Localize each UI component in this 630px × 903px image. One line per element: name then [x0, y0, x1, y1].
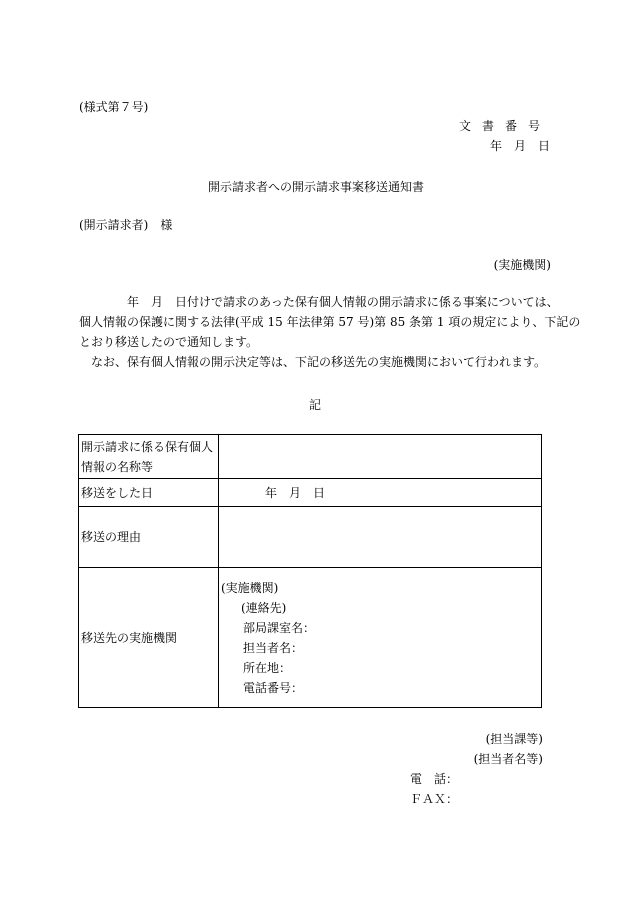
body-line-3: とおり移送したので通知します。 — [79, 335, 259, 349]
row2-label: 移送をした日 — [79, 479, 219, 507]
sender-label: (実施機関) — [493, 258, 551, 272]
body-line-1: 年 月 日付けで請求のあった保有個人情報の開示請求に係る事案については、 — [79, 295, 559, 309]
date-line: 年 月 日 — [489, 139, 550, 153]
contact-tel: 電 話： — [410, 772, 459, 786]
row4-label: 移送先の実施機関 — [79, 568, 219, 708]
table-row — [79, 507, 542, 568]
contact-fax: ＦＡＸ： — [410, 792, 459, 806]
row3-label: 移送の理由 — [79, 507, 219, 568]
form-number: (様式第７号) — [79, 100, 149, 114]
transfer-details-table — [78, 434, 542, 708]
table-row — [79, 568, 542, 708]
document-number-label: 文書番号 — [458, 119, 551, 133]
dest-department-line: 部局課室名： — [243, 620, 316, 635]
dest-address-line: 所在地： — [243, 660, 292, 675]
table-value-cell — [219, 507, 542, 568]
dest-contact-line: (連絡先) — [241, 600, 287, 615]
table-row — [79, 435, 542, 479]
dest-agency-line: (実施機関) — [221, 580, 279, 595]
contact-dept: (担当課等) — [485, 732, 543, 746]
table-value-cell — [219, 435, 542, 479]
row2-value: 年 月 日 — [219, 479, 542, 507]
contact-person: (担当者名等) — [473, 752, 543, 766]
body-line-2: 個人情報の保護に関する法律(平成 15 年法律第 57 号)第 85 条第 1 項の規定により、下記の — [79, 315, 581, 329]
recipient-line: (開示請求者) 様 — [79, 218, 173, 232]
dest-phone-line: 電話番号： — [243, 680, 304, 695]
row1-label-line2: 情報の名称等 — [81, 459, 154, 474]
dest-person-line: 担当者名： — [243, 640, 304, 655]
destination-cell — [219, 568, 542, 708]
ki-heading: 記 — [309, 398, 322, 412]
table-row — [79, 479, 542, 507]
document-title: 開示請求者への開示請求事案移送通知書 — [208, 180, 425, 194]
notice-body — [79, 292, 581, 372]
row1-label-line1: 開示請求に係る保有個人 — [81, 439, 214, 454]
table-label-cell — [79, 435, 219, 479]
body-line-4: なお、保有個人情報の開示決定等は、下記の移送先の実施機関において行われます。 — [79, 355, 547, 369]
